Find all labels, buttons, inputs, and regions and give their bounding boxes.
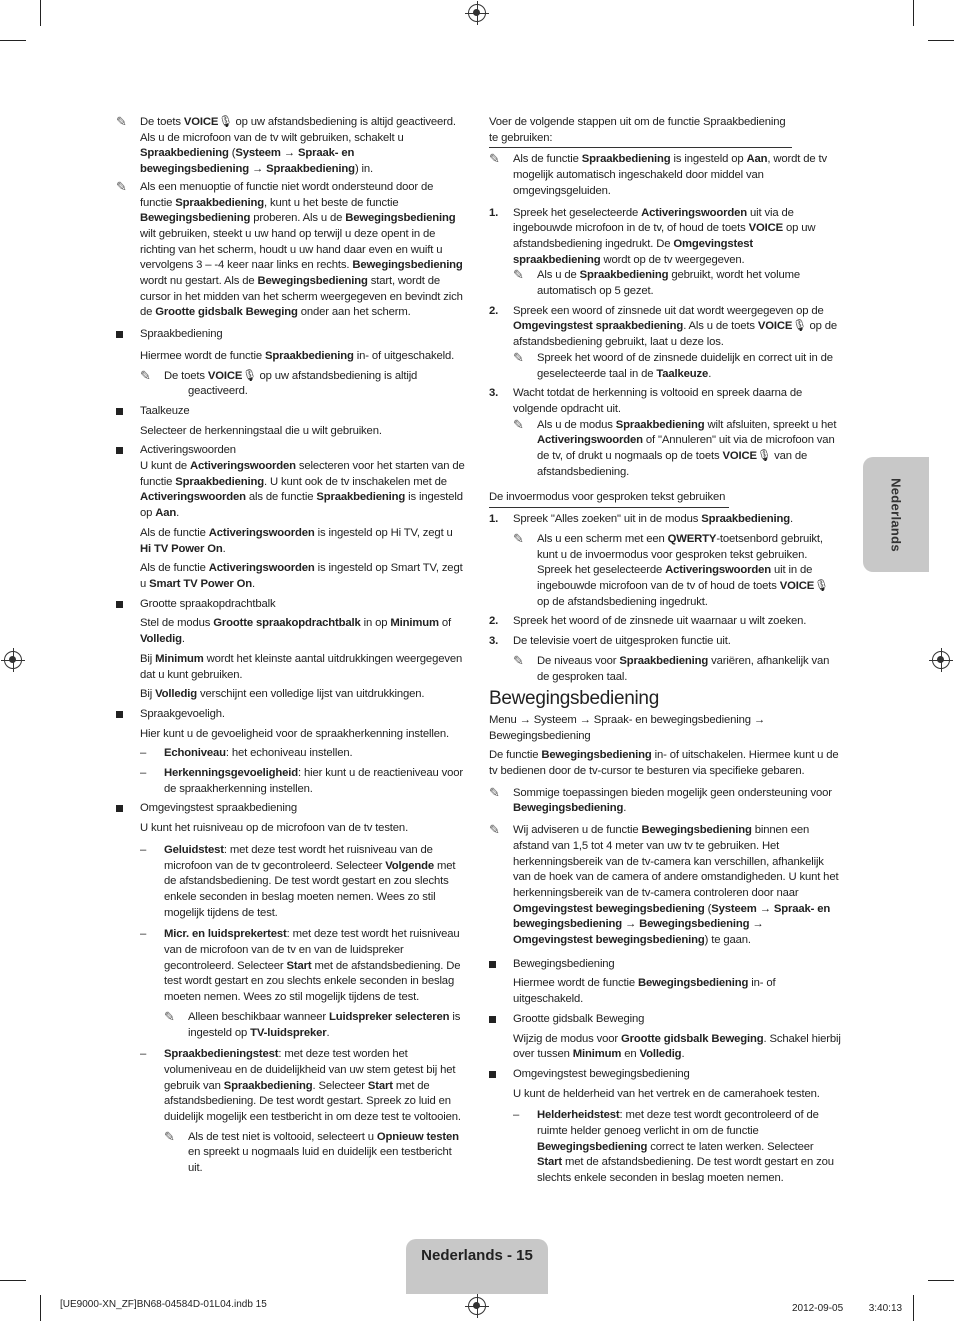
text: Volledig	[639, 1048, 682, 1061]
text: wilt afsluiten, spreekt u het	[704, 418, 837, 431]
text: Bewegingsbediening	[257, 275, 368, 288]
mic-icon: 🎙︎	[792, 320, 807, 333]
paragraph	[116, 526, 466, 557]
bullet-bewegingsbediening	[489, 957, 841, 973]
note-unsupported-apps	[489, 786, 841, 817]
text: QWERTY	[667, 532, 717, 545]
text: Spreek het woord of de zinsnede uit waarnaar u wilt zoeken.	[513, 615, 807, 628]
text: of "Annuleren" uit via de microfoon van de tv, of drukt u nogmaals op de toets	[537, 434, 835, 463]
text: Bewegingsbediening	[537, 1140, 648, 1153]
dash-icon: –	[140, 928, 147, 941]
right-column	[489, 115, 841, 1187]
note-pen-icon: ✎	[116, 178, 127, 194]
text: Activeringswoorden	[140, 444, 236, 457]
dash-icon: –	[140, 747, 147, 760]
text: Bewegingsbediening	[345, 212, 456, 225]
text: Spreek het geselecteerde	[513, 206, 642, 219]
bullet-square-icon	[116, 447, 123, 454]
text: -toetsenbord gebruikt, kunt u de invoermodus voor gesproken tekst gebruiken. Spreek het geselecteerde	[537, 532, 823, 577]
text: Spraakbediening	[579, 269, 669, 282]
text: Luidspreker selecteren	[329, 1010, 450, 1023]
crop-mark	[40, 0, 41, 26]
paragraph: Hier kunt u de gevoeligheid voor de spraakherkenning instellen.	[140, 727, 449, 740]
registration-mark-icon	[932, 651, 950, 669]
text: Omgevingstest bewegingsbediening	[513, 1067, 690, 1080]
text: Als u een scherm met een	[537, 532, 668, 545]
dash-item	[116, 843, 466, 922]
step-note	[489, 351, 841, 382]
crop-mark	[928, 1280, 954, 1281]
bullet-activeringswoorden	[116, 443, 466, 459]
text: wordt op de tv weergegeven.	[600, 253, 745, 266]
dash-icon: –	[140, 843, 147, 856]
note-pen-icon: ✎	[513, 349, 524, 365]
file-slug-left: [UE9000-XN_ZF]BN68-04584D-01L04.indb 15	[60, 1299, 267, 1310]
text: Als een menuoptie of functie niet wordt ondersteund door de functie	[140, 180, 434, 209]
text: Minimum	[390, 617, 439, 630]
mic-icon: 🎙︎	[756, 450, 772, 463]
text: wilt gebruiken, steekt u uw hand op terwijl u deze opent in de richting van het scherm, houdt u uw hand daar even en wuift u vervolgens 3 – -4 keer naar links en rechts.	[140, 227, 443, 272]
text: De invoermodus voor gesproken tekst gebruiken	[489, 490, 729, 508]
text: is ingesteld op Smart TV, zegt u	[140, 562, 463, 590]
menu-path	[489, 713, 841, 744]
note-pen-icon: ✎	[513, 652, 524, 668]
bullet-square-icon	[116, 805, 123, 812]
text: in- of uitgeschakeld.	[513, 977, 776, 1006]
text: Helderheidstest	[537, 1109, 620, 1122]
text: als de functie	[245, 491, 317, 504]
paragraph	[116, 652, 466, 683]
text: van de afstandsbediening.	[537, 450, 808, 478]
text: Spraakbediening	[223, 1079, 313, 1092]
text: Spraakbediening	[615, 418, 705, 431]
text: VOICE	[207, 369, 243, 382]
voice-input-heading	[489, 490, 841, 508]
text: op uw afstandsbediening ingedrukt. De	[513, 222, 816, 250]
text: .	[181, 633, 185, 646]
text: Aan	[746, 153, 768, 166]
text: Minimum	[155, 652, 204, 665]
text: .	[681, 1048, 685, 1061]
text: Volgende	[385, 859, 435, 872]
text: VOICE	[779, 579, 815, 592]
text: wordt nu gestart. Als de	[140, 275, 258, 288]
text: Als u de modus	[537, 418, 616, 431]
text: . Selecteer	[312, 1079, 368, 1092]
text: . Als u de toets	[683, 320, 758, 333]
bullet-omgevingstest-bewegingsbediening	[489, 1067, 841, 1083]
text: Echoniveau	[164, 747, 226, 760]
text: VOICE	[748, 222, 784, 235]
text: of	[438, 617, 452, 630]
text: Volledig	[140, 633, 182, 646]
text: is ingesteld op	[188, 1010, 461, 1039]
mic-icon: 🎙︎	[242, 369, 257, 382]
text: uit via de ingebouwde microfoon in de tv, of houd de toets	[513, 206, 794, 235]
text: TV-luidspreker	[250, 1026, 327, 1039]
text: , kunt u het beste de functie	[264, 196, 399, 209]
paragraph	[116, 687, 466, 703]
text: Start	[537, 1156, 562, 1169]
text: . Schakel hierbij over tussen	[513, 1032, 841, 1061]
text: Bewegingsbediening	[637, 977, 749, 990]
steps-heading	[489, 115, 792, 148]
text: Als de functie	[140, 562, 209, 575]
text: Spraakbediening	[619, 654, 709, 667]
text: : met deze test wordt het ruisniveau van de microfoon van de tv en van de luidspreker gecontroleerd. Selecteer	[164, 928, 460, 972]
registration-mark-icon	[4, 651, 22, 669]
text: .	[222, 542, 226, 555]
step-note	[489, 268, 841, 299]
text: wordt het kleinste aantal uitdrukkingen weergegeven dat u kunt gebruiken.	[140, 652, 463, 681]
text: Omgevingstest spraakbediening	[513, 237, 754, 266]
note-pen-icon: ✎	[489, 822, 500, 838]
paragraph: U kunt de helderheid van het vertrek en de camerahoek testen.	[513, 1087, 820, 1100]
text: : met deze test worden het volumeniveau en de duidelijkheid van uw stem getest bij het gebruik van	[164, 1048, 456, 1092]
text: Als u de	[537, 269, 580, 282]
mic-icon: 🎙︎	[218, 116, 233, 128]
input-step-3	[489, 634, 841, 650]
text: met de afstandsbediening. De test wordt gestart en zou slechts enkele seconden in beslag moeten nemen. Wees zo stil mogelijk tijdens de test.	[164, 959, 461, 1004]
text: is ingesteld op	[140, 491, 463, 520]
note-pen-icon: ✎	[116, 114, 127, 129]
text: : het echoniveau instellen.	[225, 747, 353, 760]
text: in op	[360, 617, 391, 630]
text: onder aan het scherm.	[297, 306, 411, 319]
text: Spraakbedieningstest	[164, 1048, 279, 1061]
text: : hier kunt u de reactieniveau voor de spraakherkenning instellen.	[164, 767, 463, 795]
text: .	[176, 507, 180, 520]
text: binnen een afstand van 1,5 tot 4 meter van uw tv te gebruiken. Het herkenningsbereik van de tv-camera kan verschillen, afhankelijk van de hoek van de camera of andere omstandigheden. U kunt het herkenningsbereik van de tv-camera controleren door naar	[513, 824, 839, 899]
text: Bewegingsbediening	[641, 824, 752, 837]
paragraph	[116, 349, 466, 365]
text: Start	[367, 1079, 393, 1092]
text: Spraakbediening	[175, 475, 265, 488]
text: U kunt de	[140, 460, 190, 473]
text: Menu → Systeem → Spraak- en bewegingsbediening → Bewegingsbediening	[489, 713, 766, 742]
step-2	[489, 304, 841, 351]
crop-mark	[913, 1295, 914, 1321]
text: (	[704, 902, 712, 915]
step-number: 3.	[489, 387, 499, 400]
crop-mark	[0, 40, 26, 41]
text: Geluidstest	[164, 843, 224, 856]
text: Bewegingsbediening	[352, 259, 463, 272]
crop-mark	[913, 0, 914, 26]
note-pen-icon: ✎	[489, 151, 500, 167]
text: uit in de ingebouwde microfoon van de tv of houd de toets	[537, 564, 813, 592]
step-number: 1.	[489, 513, 499, 526]
paragraph	[489, 1032, 841, 1063]
text: Activeringswoorden	[208, 562, 315, 575]
text: Hi TV Power On	[140, 542, 223, 555]
section-title: Bewegingsbediening	[489, 688, 659, 710]
step-1	[489, 206, 841, 269]
text: De toets	[164, 369, 208, 382]
dash-icon: –	[140, 1048, 147, 1061]
text: Bij	[140, 652, 156, 665]
text: Spraakbediening	[701, 513, 790, 526]
text: met de afstandsbediening. De test wordt gestart. Spreek zo luid en duidelijk mogelijk een testbericht in om deze test te voltooien.	[164, 1079, 461, 1124]
text: Als de functie	[513, 153, 582, 166]
dash-item	[116, 746, 466, 762]
step-number: 1.	[489, 206, 499, 219]
text: Grootte spraakopdrachtbalk	[213, 617, 361, 630]
dash-item	[116, 1047, 466, 1126]
text: Wacht totdat de herkenning is voltooid en spreek daarna de volgende opdracht uit.	[513, 387, 803, 415]
step-note	[489, 654, 841, 685]
text: VOICE	[183, 116, 219, 128]
text: Bewegingsbediening	[140, 212, 251, 225]
text: variëren, afhankelijk van de gesproken taal.	[537, 654, 830, 683]
bullet-square-icon	[116, 331, 123, 338]
file-slug-right: 2012-09-05 3:40:13	[792, 1303, 903, 1314]
text: Spreek "Alles zoeken" uit in de modus	[513, 513, 702, 526]
crop-mark	[40, 1295, 41, 1321]
text: Sommige toepassingen bieden mogelijk geen ondersteuning voor	[513, 786, 832, 799]
text: Spraakbediening	[140, 147, 229, 160]
text: Bij	[140, 688, 156, 701]
paragraph	[116, 561, 466, 592]
text: ) te gaan.	[704, 934, 751, 947]
text: Activeringswoorden	[537, 434, 643, 447]
paragraph	[116, 459, 466, 522]
registration-mark-icon	[468, 4, 486, 22]
text: Omgevingstest spraakbediening	[140, 802, 298, 815]
text: Spraakbediening	[175, 196, 265, 209]
page-number-label: Nederlands - 15	[421, 1247, 533, 1264]
text: Activeringswoorden	[665, 564, 772, 577]
sub-note	[116, 369, 466, 400]
note-pen-icon: ✎	[164, 1128, 175, 1144]
registration-mark-icon	[468, 1297, 486, 1315]
text: Voer de volgende stappen uit om de functie Spraakbediening te gebruiken:	[489, 116, 786, 144]
bullet-grootte-gidsbalk	[489, 1012, 841, 1028]
text: VOICE	[722, 450, 757, 463]
text: De niveaus voor	[537, 654, 620, 667]
text: verschijnt een volledige lijst van uitdrukkingen.	[197, 688, 425, 701]
mic-icon: 🎙︎	[814, 579, 829, 592]
text: op uw afstandsbediening is altijd geactiveerd. Als u de microfoon van de tv wilt gebruiken, schakelt u	[140, 116, 456, 144]
note-pen-icon: ✎	[513, 416, 524, 432]
dash-icon: –	[140, 767, 147, 780]
bullet-grootte-spraakopdrachtbalk	[116, 597, 466, 613]
page-number-tab	[406, 1239, 548, 1294]
text: is ingesteld op	[670, 153, 747, 166]
bullet-square-icon	[116, 711, 123, 718]
text: ) in.	[354, 163, 374, 176]
note-voice-key	[116, 115, 466, 178]
text: Aan	[155, 507, 177, 520]
text: start, wordt de cursor in het midden van het scherm weergegeven en bevindt zich de	[140, 275, 463, 319]
text: De televisie voert de uitgesproken functie uit.	[513, 635, 731, 648]
note-auto-on	[489, 152, 841, 199]
text: Hiermee wordt de functie	[140, 349, 265, 362]
bullet-square-icon	[489, 1016, 496, 1023]
bullet-square-icon	[116, 408, 123, 415]
text: Spraakbediening	[140, 328, 223, 341]
text: Systeem → Spraak- en bewegingsbediening → Bewegingsbediening → Omgevingstest bewegingsbediening	[513, 902, 831, 947]
note-pen-icon: ✎	[513, 267, 524, 283]
text: , wordt de tv mogelijk automatisch ingeschakeld door middel van omgevingsgeluiden.	[513, 153, 827, 197]
text: Hiermee wordt de functie	[513, 977, 638, 990]
sub-note	[116, 1130, 466, 1177]
paragraph: Selecteer de herkenningstaal die u wilt gebruiken.	[140, 424, 382, 437]
text: Alleen beschikbaar wanneer	[188, 1010, 330, 1023]
text: Bewegingsbediening	[513, 957, 615, 970]
text: : met deze test wordt het ruisniveau van de microfoon van de tv gecontroleerd. Selecteer	[164, 843, 433, 872]
dash-item	[489, 1108, 841, 1187]
text: Omgevingstest bewegingsbediening	[513, 902, 705, 915]
paragraph	[489, 976, 841, 1007]
bullet-omgevingstest-spraakbediening	[116, 801, 466, 817]
text: in- of uitgeschakeld.	[353, 349, 455, 362]
note-pen-icon: ✎	[489, 784, 500, 800]
bullet-square-icon	[116, 601, 123, 608]
step-note	[489, 532, 841, 611]
input-step-2	[489, 614, 841, 630]
text: Activeringswoorden	[208, 526, 315, 539]
bullet-square-icon	[489, 1071, 496, 1078]
paragraph: U kunt het ruisniveau op de microfoon van de tv testen.	[140, 822, 409, 835]
text: met de afstandsbediening. De test wordt gestart en zou slechts enkele seconden in beslag moeten nemen.	[537, 1156, 834, 1185]
text: .	[326, 1026, 330, 1039]
text: Als de functie	[140, 526, 209, 539]
step-3	[489, 386, 841, 417]
crop-mark	[0, 1280, 26, 1281]
dash-icon: –	[513, 1109, 520, 1122]
text: Activeringswoorden	[140, 491, 246, 504]
text: Opnieuw testen	[376, 1130, 459, 1143]
text: Taalkeuze	[140, 404, 190, 417]
text: Taalkeuze	[656, 367, 709, 380]
text: Bewegingsbediening	[513, 802, 624, 815]
text: .	[789, 513, 793, 526]
text: . U kunt ook de tv inschakelen met de	[264, 475, 447, 488]
text: op uw afstandsbediening is altijd geactiveerd.	[188, 369, 418, 398]
text: selecteren voor het starten van de functie	[140, 460, 465, 488]
text: Grootte gidsbalk Beweging	[513, 1012, 645, 1025]
paragraph	[489, 748, 841, 779]
bullet-spraakgevoeligh	[116, 707, 466, 723]
text: Herkenningsgevoeligheid	[164, 767, 299, 780]
input-step-1	[489, 512, 841, 528]
text: VOICE	[757, 320, 793, 333]
text: Spreek het woord of de zinsnede duidelijk en correct uit in de geselecteerde taal in de	[537, 351, 833, 380]
text: met de afstandsbediening. De test wordt gestart en zou slechts enkele seconden in beslag moeten nemen. Wees zo stil mogelijk tijdens de test.	[164, 859, 456, 919]
text: Spraakbediening	[316, 491, 406, 504]
note-unsupported-menu	[116, 180, 466, 321]
dash-item	[116, 766, 466, 797]
step-number: 2.	[489, 304, 499, 317]
paragraph	[116, 616, 466, 647]
note-pen-icon: ✎	[140, 367, 151, 383]
text: Activeringswoorden	[190, 460, 296, 473]
text: Als de test niet is voltooid, selecteert u	[188, 1130, 377, 1143]
text: Micr. en luidsprekertest	[164, 928, 287, 941]
text: Grootte spraakopdrachtbalk	[140, 597, 276, 610]
text: (	[228, 147, 236, 160]
text: Activeringswoorden	[641, 206, 748, 219]
note-pen-icon: ✎	[513, 530, 524, 546]
text: Stel de modus	[140, 617, 214, 630]
text: en	[621, 1048, 640, 1061]
text: op de afstandsbediening ingedrukt.	[537, 595, 708, 608]
note-distance	[489, 823, 841, 949]
note-pen-icon: ✎	[164, 1008, 175, 1024]
text: Smart TV Power On	[149, 577, 253, 590]
text: correct te laten werken. Selecteer	[647, 1140, 814, 1153]
text: Minimum	[572, 1048, 622, 1061]
crop-mark	[928, 40, 954, 41]
text: Volledig	[155, 688, 197, 701]
text: De toets	[140, 116, 184, 128]
text: Grootte gidsbalk Beweging	[155, 306, 298, 319]
text: Bewegingsbediening	[541, 749, 652, 762]
step-note	[489, 418, 841, 481]
sub-note	[116, 1010, 466, 1041]
text: De functie	[489, 749, 542, 762]
text: .	[623, 802, 627, 815]
text: .	[708, 367, 712, 380]
bullet-square-icon	[489, 961, 496, 968]
left-column	[116, 115, 466, 1177]
text: Start	[286, 959, 312, 972]
text: Spreek een woord of zinsnede uit dat wordt weergegeven op de	[513, 304, 824, 317]
text: gebruikt, wordt het volume automatisch op 5 gezet.	[537, 269, 800, 298]
step-number: 3.	[489, 635, 499, 648]
dash-item	[116, 927, 466, 1006]
text: .	[252, 577, 256, 590]
text: Spraakbediening	[581, 153, 671, 166]
text: : met deze test wordt gecontroleerd of de ruimte helder genoeg verlicht in om de functie	[537, 1109, 819, 1138]
text: proberen. Als u de	[250, 212, 346, 225]
text: is ingesteld op Hi TV, zegt u	[314, 526, 453, 539]
text: Omgevingstest spraakbediening	[513, 320, 684, 333]
text: Grootte gidsbalk Beweging	[620, 1032, 764, 1045]
text: op de afstandsbediening gebruikt, laat u deze los.	[513, 320, 838, 349]
text: Spraakgevoeligh.	[140, 707, 225, 720]
text: en spreekt u nogmaals luid en duidelijk een testbericht uit.	[188, 1146, 452, 1175]
step-number: 2.	[489, 615, 499, 628]
text: Systeem → Spraak- en bewegingsbediening → Spraakbediening	[140, 147, 355, 176]
bullet-spraakbediening	[116, 327, 466, 343]
language-side-tab	[863, 457, 929, 572]
text: Spraakbediening	[264, 349, 354, 362]
bullet-taalkeuze	[116, 404, 466, 420]
side-tab-label: Nederlands	[888, 477, 904, 552]
text: Wijzig de modus voor	[513, 1032, 621, 1045]
text: Wij adviseren u de functie	[513, 824, 642, 837]
text: in- of uitschakelen. Hiermee kunt u de tv bedienen door de tv-cursor te besturen via specifieke gebaren.	[489, 749, 839, 778]
